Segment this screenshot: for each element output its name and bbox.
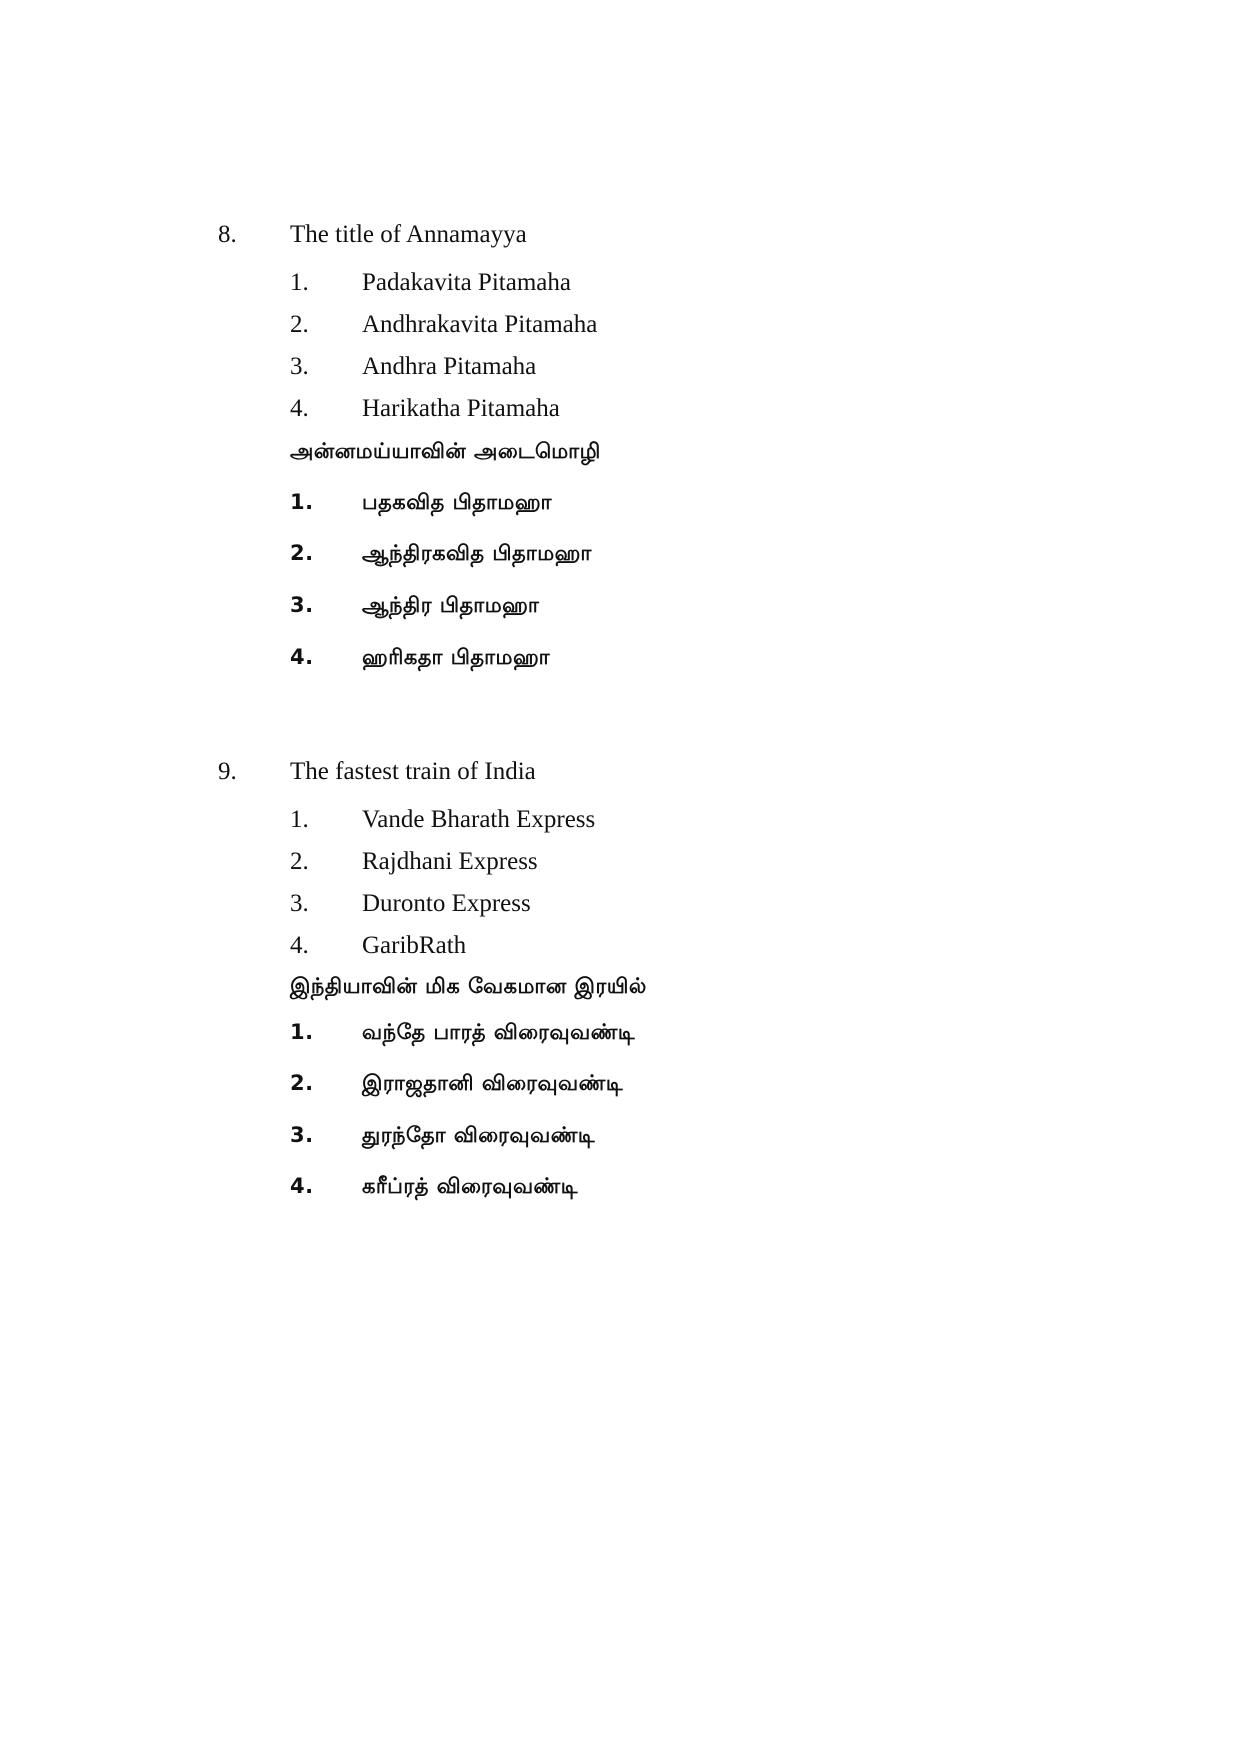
question-text-ta: அன்னமய்யாவின் அடைமொழி [290, 439, 601, 463]
question-number: 9. [218, 758, 237, 785]
option-number: 3. [290, 593, 314, 617]
question-number: 8. [218, 221, 237, 248]
option-text-ta: ஆந்திர பிதாமஹா [362, 593, 540, 617]
option-text-ta: துரந்தோ விரைவுவண்டி [362, 1123, 596, 1147]
question-text-ta: இந்தியாவின் மிக வேகமான இரயில் [290, 974, 647, 998]
option-number: 1. [290, 1020, 314, 1044]
option-text-en: Rajdhani Express [362, 848, 538, 875]
option-text-ta: ஆந்திரகவித பிதாமஹா [362, 541, 592, 565]
option-number: 1. [290, 269, 309, 296]
option-number: 1. [290, 490, 314, 514]
option-text-ta: கரீப்ரத் விரைவுவண்டி [362, 1174, 578, 1198]
option-text-en: Duronto Express [362, 890, 531, 917]
option-number: 3. [290, 353, 309, 380]
option-text-ta: வந்தே பாரத் விரைவுவண்டி [362, 1020, 636, 1044]
option-number: 4. [290, 1174, 314, 1198]
option-number: 3. [290, 890, 309, 917]
option-text-en: Vande Bharath Express [362, 806, 596, 833]
option-number: 4. [290, 645, 314, 669]
option-number: 2. [290, 1071, 314, 1095]
option-number: 2. [290, 848, 309, 875]
option-text-en: Padakavita Pitamaha [362, 269, 571, 296]
option-text-en: Andhrakavita Pitamaha [362, 311, 598, 338]
question-text-en: The fastest train of India [290, 758, 536, 785]
option-text-ta: பதகவித பிதாமஹா [362, 490, 553, 514]
option-number: 4. [290, 932, 309, 959]
option-text-en: GaribRath [362, 932, 467, 959]
option-text-en: Harikatha Pitamaha [362, 395, 560, 422]
option-number: 2. [290, 311, 309, 338]
option-text-ta: இராஜதானி விரைவுவண்டி [362, 1071, 624, 1095]
option-text-en: Andhra Pitamaha [362, 353, 537, 380]
option-number: 3. [290, 1123, 314, 1147]
option-number: 4. [290, 395, 309, 422]
option-text-ta: ஹரிகதா பிதாமஹா [362, 645, 551, 669]
option-number: 2. [290, 541, 314, 565]
question-text-en: The title of Annamayya [290, 221, 527, 248]
option-number: 1. [290, 806, 309, 833]
